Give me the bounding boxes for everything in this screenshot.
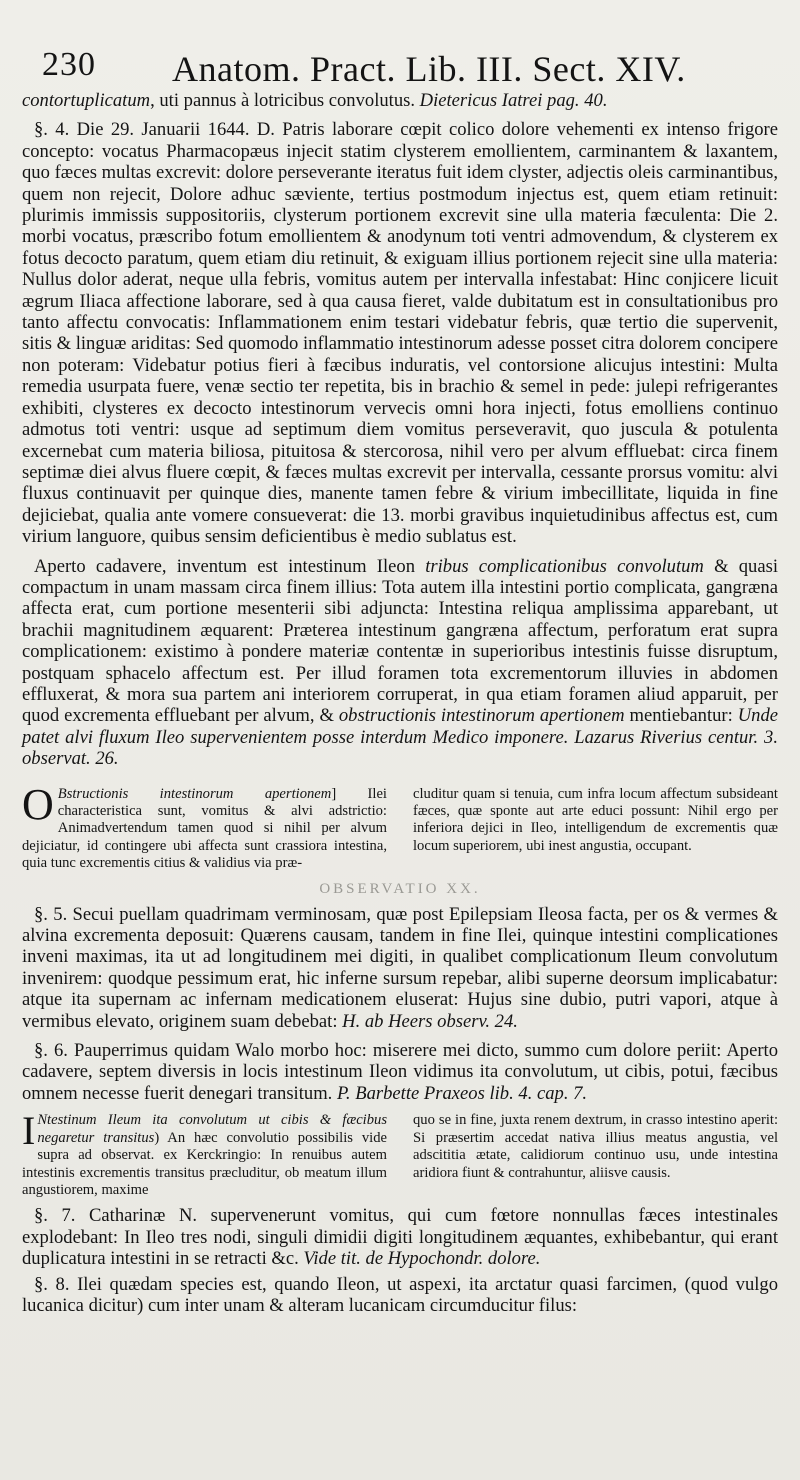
section-4-p2-italic: tribus complicationibus convolutum: [425, 555, 704, 577]
intro-lead: contortuplicatum: [22, 90, 151, 111]
section-5-text: §. 5. Secui puellam quadrimam verminosam, quæ post Epilepsiam Ileosa facta, per os & vermes & alvina excrementa deposuit: Quærens causam, tandem in fine Ilei, quinque intestini complicationes inveni maximas, ita ut ad longitudinem mei digiti, in qualibet complicationum Ileum convolutum invenirem: quodque pessimum erat, hic inferne sursum repebar, alibi superne deorsum implicabatur: atque ita supernam ac infernam medicationem eluserat: Hujus sine dubio, putri vapori, atque à vermibus elevato, originem suam debebat:: [22, 903, 778, 1032]
intro-line: [22, 90, 778, 111]
section-5-citation: H. ab Heers observ. 24.: [342, 1010, 518, 1032]
section-7: [22, 1205, 778, 1269]
section-4-p2-italic3: Unde patet alvi fluxum Ileo supervenientem posse interdum Medico imponere.: [22, 705, 778, 748]
section-8: §. 8. Ilei quædam species est, quando Ileon, ut aspexi, ita arctatur quasi farcimen, (quod vulgo lucanica dicitur) cum inter unam & alteram lucanicam circumducitur filus:: [22, 1273, 778, 1316]
main-text: [22, 90, 778, 770]
scholion-1-right: cluditur quam si tenuia, cum infra locum affectum subsideant fæces, quæ sponte aut arte educi possunt: Nihil ergo per inferiora dejici in Ileo, intelligendum de excrementis quæ locum superiorem, ubi inest angustia, occupant.: [413, 785, 778, 854]
section-6: [22, 1040, 778, 1104]
page-number: 230: [42, 46, 96, 83]
scholion-2-lead: Ntestinum Ileum ita convolutum ut cibis & fæcibus negaretur transitus: [37, 1112, 387, 1146]
section-4-paragraph-2: [22, 556, 778, 770]
running-title: Anatom. Pract. Lib. III. Sect. XIV.: [172, 49, 686, 89]
section-7-citation: Vide tit. de Hypochondr. dolore.: [303, 1248, 541, 1270]
section-4-paragraph-1: §. 4. Die 29. Januarii 1644. D. Patris laborare cœpit colico dolore vehementi ex intenso frigore concepto: vocatus Pharmacopæus injecit statim clysterem emollientem, carminantem & laxantem, quo fæces multas excrevit: dolore perseverante iteratus fuit idem clyster, adjectis oleis carminantibus, quem non rejecit, Dolore adhuc sæviente, tertius postmodum injectus est, quem etiam retinuit: plurimis immissis suppositoriis, clysterum portionem excrevit sine ulla materia fæculenta: Die 2. morbi vocatus, præscribo fotum emollientem & anodynum toti ventri admovendum, & clysterem ex fotus decocto paratum, quem etiam diu retinuit, & exiguam illius portionem rejecit sine ulla materia: Nullus dolor aderat, neque ulla febris, vomitus autem per intervalla infestabat: Hinc conjicere licuit ægrum Iliaca affectione laborare, sed à qua causa fieret, valde dubitatum est in consultationibus pro tanto affectu convocatis: Inflammationem enim testari videbatur febris, quæ tertio die supervenit, sitis & linguæ ariditas: Sed quomodo inflammatio intestinorum adesse posset citra dolorem concipere non poteram: Videbatur potius fieri à fæcibus induratis, vel contorsione alicujus intestini: Multa remedia usurpata fuere, venæ sectio ter repetita, bis in brachio & semel in pede: julepi refrigerantes exhibiti, clysteres ex decocto intestinorum vervecis omni hora injecti, fotus emolliens continuo admotus toti ventri: usque ad septimum diem vomitus perseveravit, quo juscula & potulenta excernebat cum materia biliosa, pituitosa & stercorosa, nihil vero per alvum effluebat: circa finem septimæ diei alvus fluere cœpit, & fæces multas excrevit per intervalla, cessante prorsus vomitu: alvi fluxus continuavit per quinque dies, manente tamen febre & virium imbecillitate, liquida in fine dejiciebat, qualia ante vomere consueverat: die 13. morbi gravibus inquietudinibus affectus est, cum virium languore, quibus sensim deficientibus è medio sublatus est.: [22, 119, 779, 548]
page-header: [22, 46, 778, 90]
scholion-1-left-text: ] Ilei characteristica sunt, vomitus & alvi adstrictio: Animadvertendum tamen quod si nihil per alvum dejiciatur, id contingere ubi affecta sunt crassiora intestina, quia tunc excrementis citius & validius via præ-: [22, 785, 387, 872]
main-text-3: [22, 1205, 778, 1316]
section-4-p2-b: & quasi compactum in unam massam circa finem illius: Tota autem illa intestini portio complicata, gangræna affecta erat, cum portione mesenterii sibi adjuncta: Intestina reliqua amplissima apparebant, ut brachii magnitudinem æquarent: Præterea intestinum gangræna affectum, perforatum erat supra complicationem: existimo à pondere materiæ contentæ in superioribus intestinis fuisse disruptum, postquam sphacelo affectum est. Per illud foramen tota excrementorum illuvies in abdomen effluxerat, & mora sua partem ani interiorem corruperat, in qua etiam foramen aliud apparuit, per quod excrementa effluebant per alvum, &: [22, 555, 778, 727]
section-5: [22, 904, 778, 1032]
scholion-1: [22, 779, 778, 873]
main-text-2: [22, 904, 778, 1105]
observation-title: OBSERVATIO XX.: [319, 880, 481, 897]
section-4-p2-a: Aperto cadavere, inventum est intestinum Ileon: [34, 555, 426, 577]
intro-text: , uti pannus à lotricibus convolutus.: [150, 90, 416, 111]
section-7-text: §. 7. Catharinæ N. supervenerunt vomitus, qui cum fœtore nonnullas fæces intestinales explodebant: In Ileo tres nodi, singuli dimidii digiti longitudinem æquantes, exhibebantur, qui erant duplicatura intestini in se retracti &c.: [22, 1205, 778, 1270]
scholion-1-dropcap: O: [22, 779, 54, 829]
section-6-text: §. 6. Pauperrimus quidam Walo morbo hoc: miserere mei dicto, summo cum dolore periit: Aperto cadavere, septem diversis in locis intestinum Ileon vidimus ita convolutum, ut cibis, potui, fæcibus omnem necesse fuerit denegari transitum.: [22, 1040, 778, 1104]
scholion-1-left: [22, 779, 387, 873]
scholion-2-left-text: ) An hæc convolutio possibilis vide supra ad observat. ex Kerckringio: In renuibus autem intestinis excrementis transitus præcluditur, ob meatum illum angustiorem, maxime: [22, 1129, 387, 1198]
scholion-2-dropcap: I: [22, 1108, 36, 1154]
show-through-bleed: [0, 1436, 800, 1470]
section-4-citation: Lazarus Riverius centur. 3. observat. 26.: [22, 726, 779, 770]
scholion-1-lead: Bstructionis intestinorum apertionem: [57, 785, 332, 802]
scholion-2-left: [22, 1108, 387, 1199]
section-4-p2-italic2: obstructionis intestinorum apertionem: [338, 705, 625, 727]
section-6-citation: P. Barbette Praxeos lib. 4. cap. 7.: [336, 1082, 588, 1104]
section-4-p2-c: mentiebantur:: [624, 705, 738, 727]
scholion-2-right: quo se in fine, juxta renem dextrum, in crasso intestino aperit: Si præsertim accedat nativa illius meatus angustia, vel adscititia ætate, calidiorum continuo usu, unde intestina aridiora fiunt & contrahuntur, aliisve causis.: [413, 1112, 778, 1181]
intro-citation: Dietericus Iatrei pag. 40.: [419, 90, 608, 111]
scholion-2: [22, 1108, 778, 1199]
